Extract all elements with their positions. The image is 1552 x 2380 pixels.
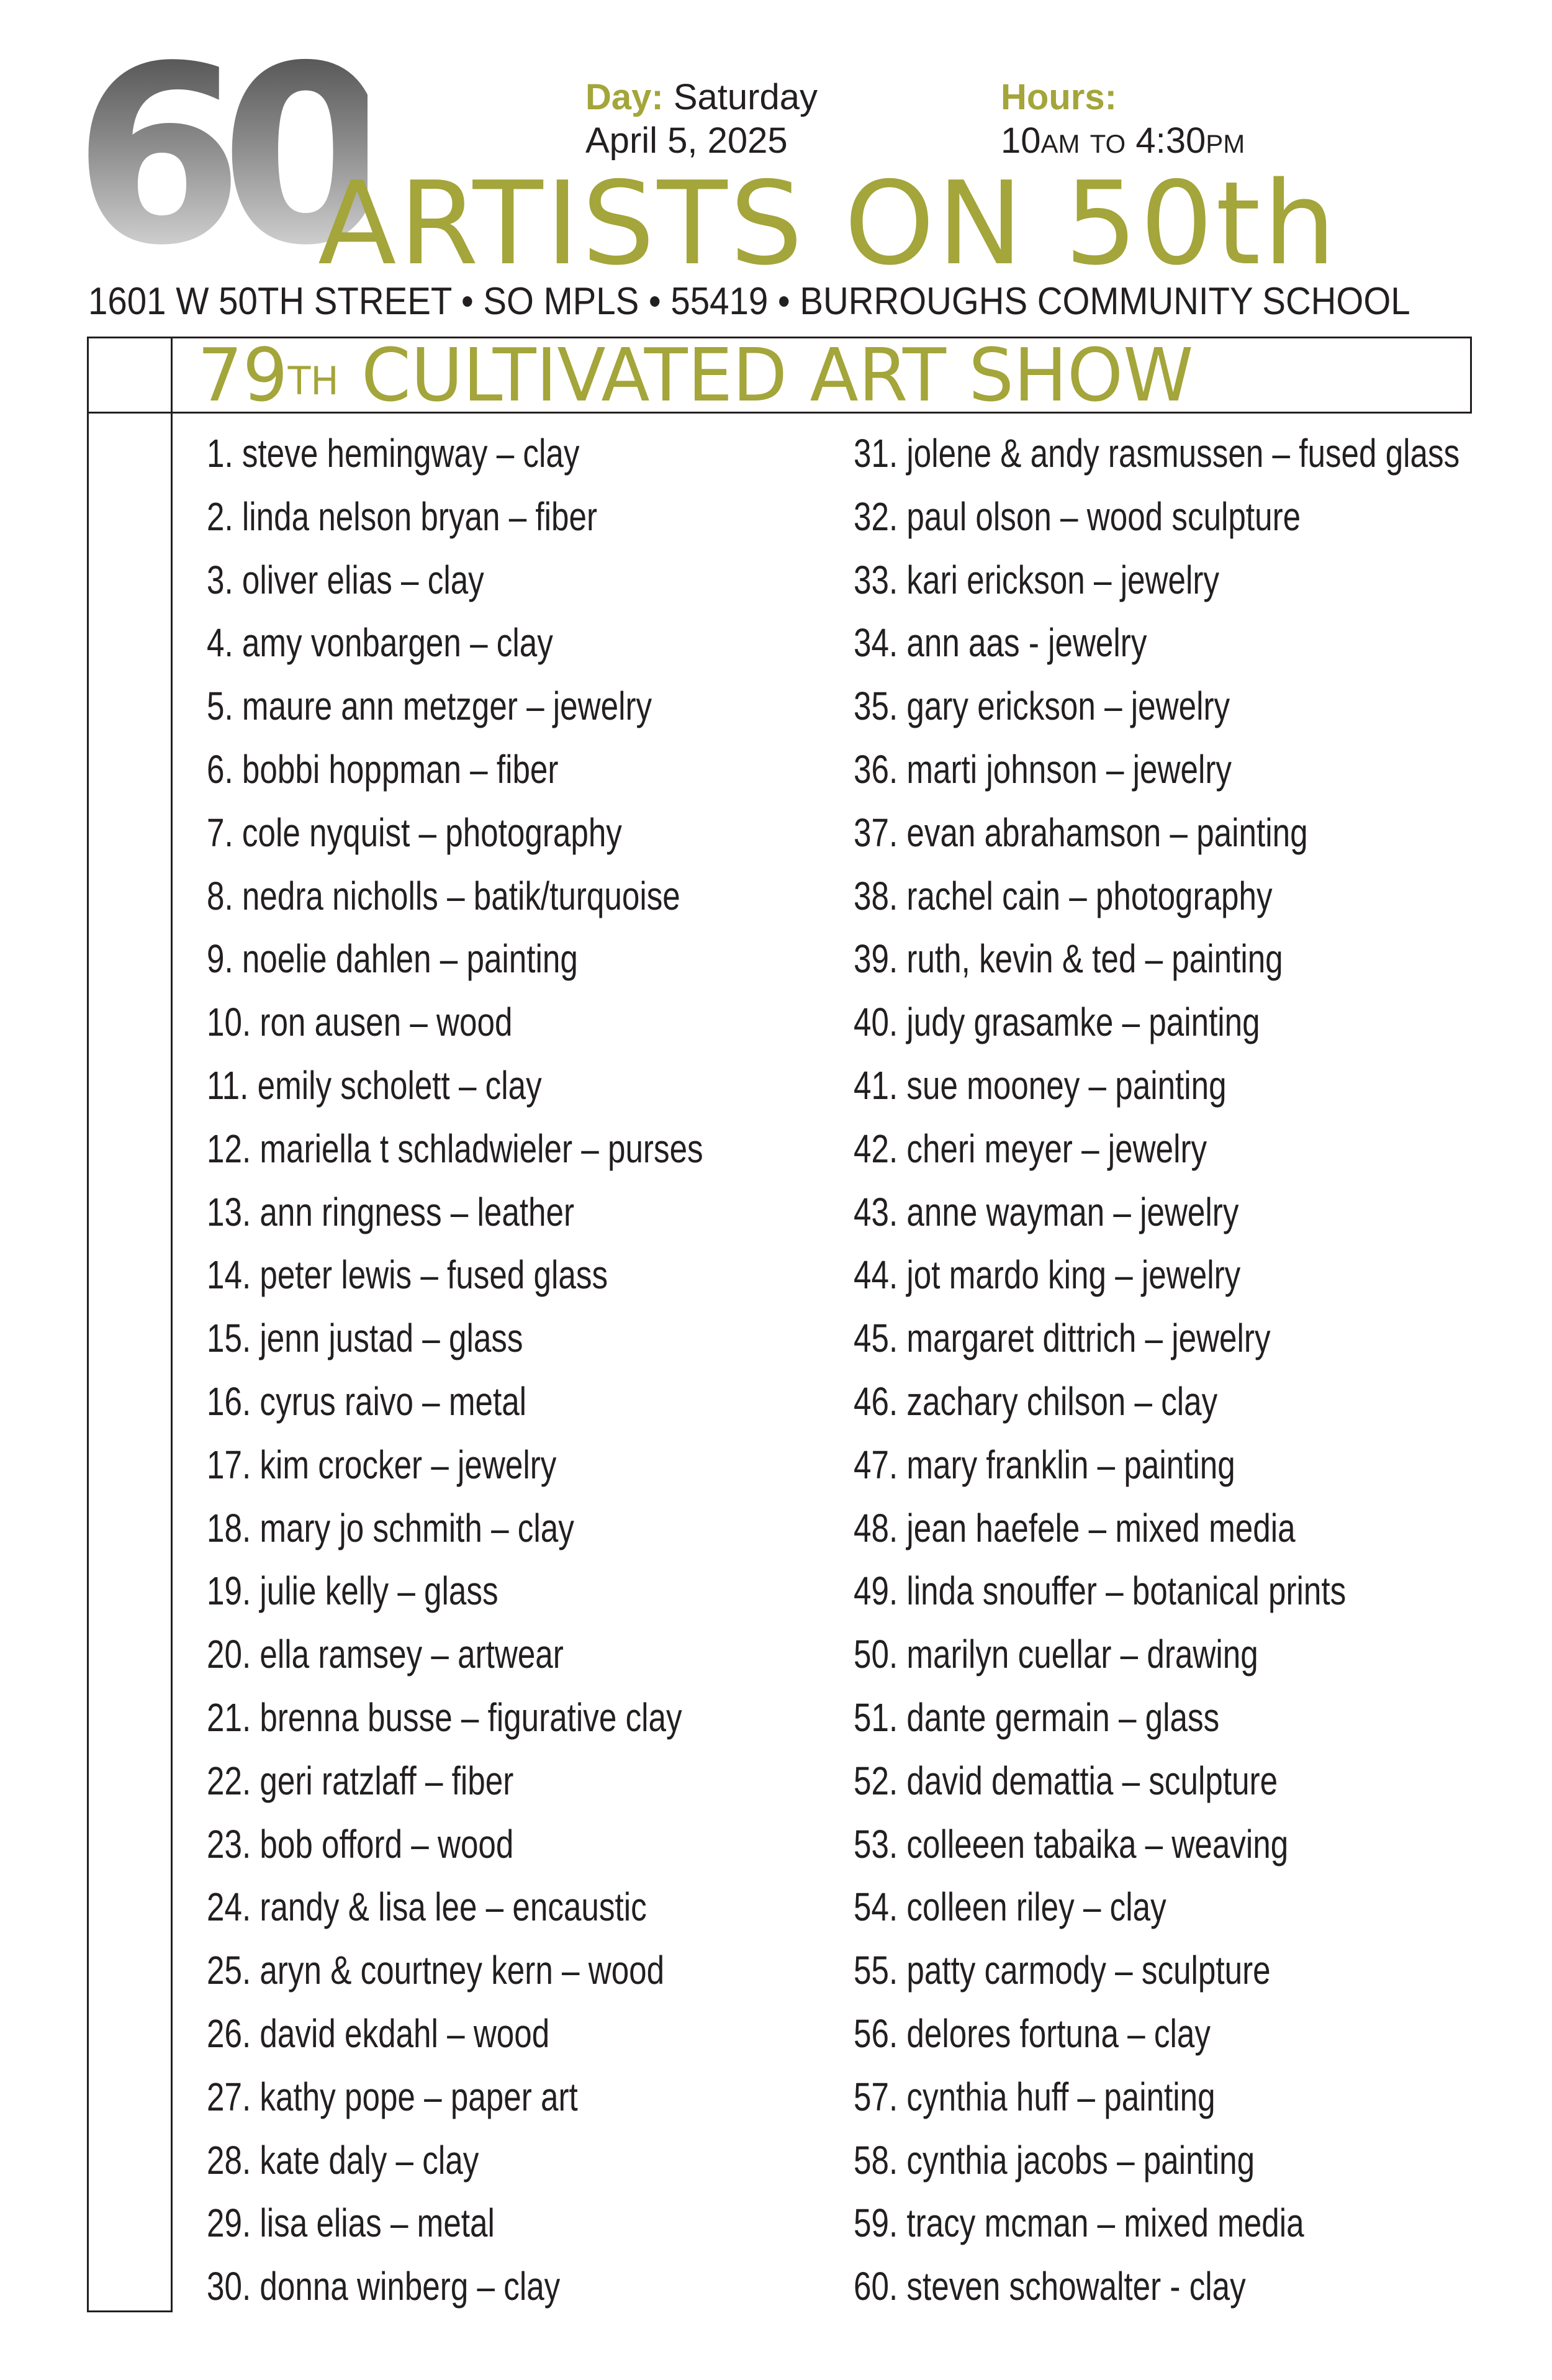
day-label: Day: <box>585 77 664 117</box>
hours-label: Hours: <box>1001 77 1117 117</box>
day-value: Saturday <box>673 77 818 117</box>
show-title <box>197 332 1194 418</box>
artist-list-item: 9. noelie dahlen – painting <box>207 936 578 982</box>
artist-list-item: 48. jean haefele – mixed media <box>854 1505 1296 1550</box>
artist-list-item: 34. ann aas - jewelry <box>854 620 1147 666</box>
artist-list-item: 39. ruth, kevin & ted – painting <box>854 936 1283 982</box>
show-ordinal-suffix: TH <box>287 358 339 404</box>
frame-left-box-top <box>87 337 173 414</box>
artist-list-item: 55. patty carmody – sculpture <box>854 1948 1271 1993</box>
artist-list-item: 21. brenna busse – figurative clay <box>207 1695 682 1740</box>
artist-list-item: 32. paul olson – wood sculpture <box>854 494 1301 539</box>
artist-list-item: 50. marilyn cuellar – drawing <box>854 1632 1258 1677</box>
artist-list-item: 30. donna winberg – clay <box>207 2264 561 2309</box>
artist-list-item: 19. julie kelly – glass <box>207 1568 499 1614</box>
artist-list-item: 23. bob offord – wood <box>207 1821 514 1866</box>
artist-list-item: 8. nedra nicholls – batik/turquoise <box>207 873 680 918</box>
frame-left-box-bottom <box>87 414 173 2312</box>
artist-list-item: 6. bobbi hoppman – fiber <box>207 746 559 792</box>
hours-end-number: 4:30 <box>1135 120 1206 161</box>
artist-list-item: 59. tracy mcman – mixed media <box>854 2201 1304 2246</box>
artist-list-item: 29. lisa elias – metal <box>207 2201 495 2246</box>
artist-list-item: 13. ann ringness – leather <box>207 1189 575 1234</box>
hours-start-suffix: AM <box>1040 129 1080 158</box>
artist-list-item: 11. emily scholett – clay <box>207 1062 542 1108</box>
artist-list-item: 2. linda nelson bryan – fiber <box>207 494 598 539</box>
artist-list-item: 27. kathy pope – paper art <box>207 2074 578 2119</box>
artist-list-item: 40. judy grasamke – painting <box>854 1000 1260 1045</box>
artist-list-item: 4. amy vonbargen – clay <box>207 620 553 666</box>
event-address: 1601 W 50TH STREET • SO MPLS • 55419 • BURROUGHS COMMUNITY SCHOOL <box>88 280 1410 323</box>
event-title: ARTISTS ON 50th <box>318 156 1338 291</box>
artist-list-left <box>207 422 828 2319</box>
artist-list-item: 52. david demattia – sculpture <box>854 1758 1278 1803</box>
hours-block <box>1001 76 1245 166</box>
artist-list-item: 12. mariella t schladwieler – purses <box>207 1126 703 1171</box>
hours-end-suffix: PM <box>1206 129 1245 158</box>
artist-list-item: 53. colleeen tabaika – weaving <box>854 1821 1289 1866</box>
artist-list-item: 31. jolene & andy rasmussen – fused glass <box>854 431 1460 476</box>
artist-list-item: 1. steve hemingway – clay <box>207 431 580 476</box>
artist-list-item: 35. gary erickson – jewelry <box>854 684 1230 729</box>
artist-list-item: 44. jot mardo king – jewelry <box>854 1252 1241 1298</box>
day-block <box>585 76 818 163</box>
artist-list-item: 24. randy & lisa lee – encaustic <box>207 1885 647 1930</box>
hours-to: TO <box>1090 129 1126 158</box>
artist-list-item: 47. mary franklin – painting <box>854 1442 1235 1487</box>
artist-list-item: 10. ron ausen – wood <box>207 1000 513 1045</box>
event-date: April 5, 2025 <box>585 120 788 161</box>
artist-list-item: 25. aryn & courtney kern – wood <box>207 1948 665 1993</box>
big-number-60: 60 <box>73 14 368 299</box>
artist-list-item: 17. kim crocker – jewelry <box>207 1442 557 1487</box>
artist-list-item: 56. delores fortuna – clay <box>854 2011 1211 2056</box>
show-title-text: CULTIVATED ART SHOW <box>361 332 1194 418</box>
artist-list-item: 3. oliver elias – clay <box>207 557 484 602</box>
artist-list-item: 26. david ekdahl – wood <box>207 2011 550 2056</box>
artist-list-item: 20. ella ramsey – artwear <box>207 1632 564 1677</box>
artist-list-item: 5. maure ann metzger – jewelry <box>207 684 652 729</box>
artist-list-item: 58. cynthia jacobs – painting <box>854 2137 1255 2183</box>
artist-list-item: 54. colleen riley – clay <box>854 1885 1166 1930</box>
artist-list-item: 41. sue mooney – painting <box>854 1062 1227 1108</box>
artist-list-item: 16. cyrus raivo – metal <box>207 1378 527 1424</box>
hours-start-number: 10 <box>1001 120 1041 161</box>
artist-list-item: 45. margaret dittrich – jewelry <box>854 1316 1271 1361</box>
artist-list-item: 46. zachary chilson – clay <box>854 1378 1218 1424</box>
artist-list-item: 33. kari erickson – jewelry <box>854 557 1220 602</box>
artist-list-item: 18. mary jo schmith – clay <box>207 1505 574 1550</box>
artist-list-item: 14. peter lewis – fused glass <box>207 1252 608 1298</box>
artist-list-item: 37. evan abrahamson – painting <box>854 810 1308 855</box>
artist-list-item: 22. geri ratzlaff – fiber <box>207 1758 514 1803</box>
artist-list-item: 49. linda snouffer – botanical prints <box>854 1568 1347 1614</box>
artist-list-item: 7. cole nyquist – photography <box>207 810 622 855</box>
artist-list-item: 57. cynthia huff – painting <box>854 2074 1216 2119</box>
artist-list-right <box>854 422 1552 2319</box>
artist-list-item: 60. steven schowalter - clay <box>854 2264 1246 2309</box>
artist-list-item: 28. kate daly – clay <box>207 2137 479 2183</box>
artist-list-item: 43. anne wayman – jewelry <box>854 1189 1239 1234</box>
artist-list-item: 42. cheri meyer – jewelry <box>854 1126 1207 1171</box>
artist-list-item: 15. jenn justad – glass <box>207 1316 523 1361</box>
artist-list-item: 38. rachel cain – photography <box>854 873 1273 918</box>
day-line <box>585 76 818 119</box>
artist-list-item: 51. dante germain – glass <box>854 1695 1220 1740</box>
show-number: 79 <box>197 332 288 418</box>
artist-list-item: 36. marti johnson – jewelry <box>854 746 1232 792</box>
